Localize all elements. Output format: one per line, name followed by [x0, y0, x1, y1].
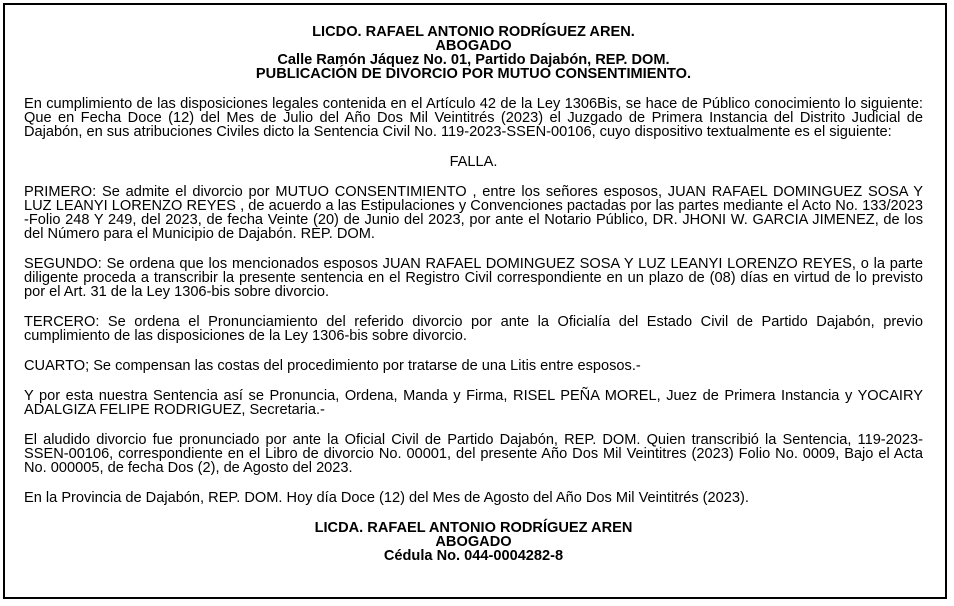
aludido-paragraph: El aludido divorcio fue pronunciado por ante la Oficial Civil de Partido Dajabón, REP. DOM. Quien transcribió la Sentencia, 119-2023-SSEN-00106, correspondiente en el Libro de divorcio No. 00001, del presente Año Dos Mil Veintitres (2023) Folio No. 0009, Bajo el Acta No. 000005, de fecha Dos (2), de Agosto del 2023.: [24, 432, 923, 476]
tercero-paragraph: TERCERO: Se ordena el Pronunciamiento del referido divorcio por ante la Oficialía del Estado Civil de Partido Dajabón, previo cumplimiento de las disposiciones de la Ley 1306-bis sobre divorcio.: [24, 314, 923, 344]
signer-id: Cédula No. 044-0004282-8: [383, 548, 564, 564]
notice-footer: [24, 521, 923, 563]
legal-notice: [3, 3, 947, 599]
attorney-title: ABOGADO: [435, 38, 512, 54]
falla-heading: FALLA.: [449, 154, 498, 170]
attorney-address: Calle Ramón Jáquez No. 01, Partido Dajabón, REP. DOM.: [277, 52, 670, 68]
signer-name: LICDA. RAFAEL ANTONIO RODRÍGUEZ AREN: [314, 520, 633, 536]
segundo-paragraph: SEGUNDO: Se ordena que los mencionados esposos JUAN RAFAEL DOMINGUEZ SOSA Y LUZ LEANYI LORENZO REYES, o la parte diligente proceda a transcribir la presente sentencia en el Registro Civil correspondiente en un plazo de (08) días en virtud de lo previsto por el Art. 31 de la Ley 1306-bis sobre divorcio.: [24, 256, 923, 300]
provincia-paragraph: En la Provincia de Dajabón, REP. DOM. Hoy día Doce (12) del Mes de Agosto del Año Dos Mil Veintitrés (2023).: [24, 490, 749, 506]
notice-title: PUBLICACIÓN DE DIVORCIO POR MUTUO CONSENTIMIENTO.: [255, 66, 692, 82]
intro-paragraph: En cumplimiento de las disposiciones legales contenida en el Artículo 42 de la Ley 1306Bis, se hace de Público conocimiento lo siguiente: Que en Fecha Doce (12) del Mes de Julio del Año Dos Mil Veintitrés (2023) el Juzgado de Primera Instancia del Distrito Judicial de Dajabón, en sus atribuciones Civiles dicto la Sentencia Civil No. 119-2023-SSEN-00106, cuyo dispositivo textualmente es el siguiente:: [24, 96, 923, 140]
attorney-name: LICDO. RAFAEL ANTONIO RODRÍGUEZ AREN.: [312, 24, 635, 40]
signer-title: ABOGADO: [435, 534, 512, 550]
primero-paragraph: PRIMERO: Se admite el divorcio por MUTUO CONSENTIMIENTO , entre los señores esposos, JUAN RAFAEL DOMINGUEZ SOSA Y LUZ LEANYI LORENZO REYES , de acuerdo a las Estipulaciones y Convenciones pactadas por las partes mediante el Acto No. 133/2023 -Folio 248 Y 249, del 2023, de fecha Veinte (20) de Junio del 2023, por ante el Notario Público, DR. JHONI W. GARCIA JIMENEZ, de los del Número para el Municipio de Dajabón. REP. DOM.: [24, 184, 923, 242]
firma-paragraph: Y por esta nuestra Sentencia así se Pronuncia, Ordena, Manda y Firma, RISEL PEÑA MOREL, Juez de Primera Instancia y YOCAIRY ADALGIZA FELIPE RODRIGUEZ, Secretaria.-: [24, 388, 923, 418]
cuarto-paragraph: CUARTO; Se compensan las costas del procedimiento por tratarse de una Litis entre esposos.-: [24, 358, 641, 374]
notice-header: [24, 25, 923, 81]
